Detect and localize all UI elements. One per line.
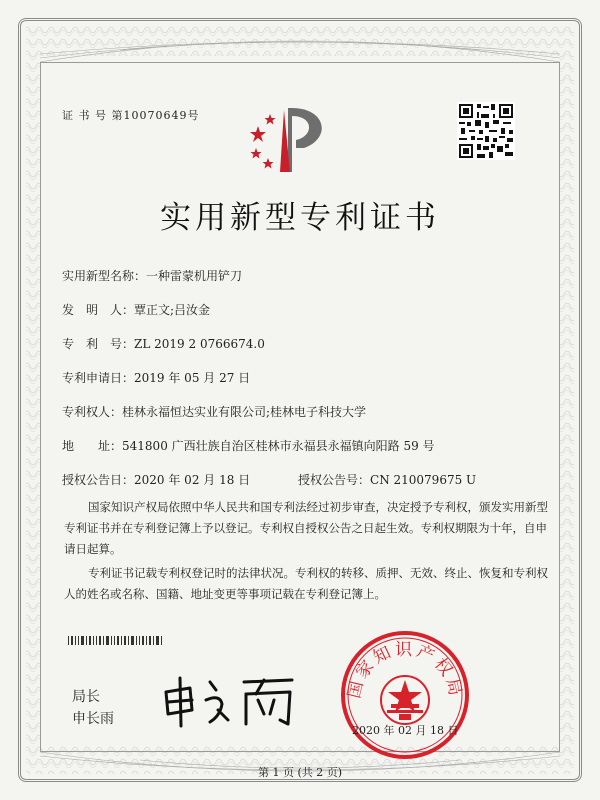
field-label: 地 址：	[62, 439, 123, 453]
field-label: 发 明 人：	[62, 303, 135, 317]
certificate-number-label: 证 书 号 第	[62, 109, 124, 122]
signatory-title: 局长	[72, 689, 100, 705]
field-utility-model-name	[62, 267, 242, 284]
field-value: ZL 2019 2 0766674.0	[134, 337, 265, 351]
certificate-number-value: 10070649	[123, 109, 188, 122]
cnipa-emblem-icon	[240, 100, 340, 176]
field-grant-date	[62, 471, 250, 488]
field-patent-number	[62, 335, 265, 352]
statement-paragraph: 国家知识产权局依照中华人民共和国专利法经过初步审查，决定授予专利权，颁发实用新型专利证书并在专利登记簿上予以登记。专利权自授权公告之日起生效。专利权期限为十年，自申请日起算。	[64, 500, 548, 556]
signatory-name: 申长雨	[72, 711, 114, 727]
field-address	[62, 437, 435, 454]
field-label: 实用新型名称：	[62, 269, 147, 283]
certificate-number-suffix: 号	[187, 109, 200, 122]
field-label: 专利权人：	[62, 405, 123, 419]
seal-date: 2020 年 02 月 18 日	[352, 724, 459, 737]
field-label: 授权公告号：	[298, 473, 371, 487]
seal-text: 国家知识产权局	[344, 640, 466, 701]
field-label: 授权公告日：	[62, 473, 135, 487]
field-label: 专利申请日：	[62, 371, 135, 385]
certificate-title: 实用新型专利证书	[160, 200, 440, 236]
qr-code-icon	[457, 102, 515, 160]
legal-status-paragraph: 专利证书记载专利权登记时的法律状况。专利权的转移、质押、无效、终止、恢复和专利权人的姓名或名称、国籍、地址变更等事项记载在专利登记簿上。	[64, 566, 548, 601]
field-grant-number	[298, 471, 476, 488]
field-value: 2019 年 05 月 27 日	[134, 371, 251, 385]
field-application-date	[62, 369, 250, 386]
field-label: 专 利 号：	[62, 337, 135, 351]
field-value: 一种雷蒙机用铲刀	[146, 269, 243, 283]
field-inventor	[62, 301, 210, 318]
field-value: 覃正文;吕汝金	[134, 303, 211, 317]
field-value: CN 210079675 U	[370, 473, 477, 487]
page-number: 第 1 页 (共 2 页)	[257, 766, 343, 779]
field-value: 桂林永福恒达实业有限公司;桂林电子科技大学	[122, 405, 367, 419]
field-value: 2020 年 02 月 18 日	[134, 473, 251, 487]
certificate-number	[62, 107, 200, 123]
field-value: 541800 广西壮族自治区桂林市永福县永福镇向阳路 59 号	[122, 439, 435, 453]
barcode-strip	[68, 636, 164, 645]
field-patentee	[62, 403, 366, 420]
official-seal	[338, 628, 472, 762]
handwritten-signature	[160, 670, 300, 730]
